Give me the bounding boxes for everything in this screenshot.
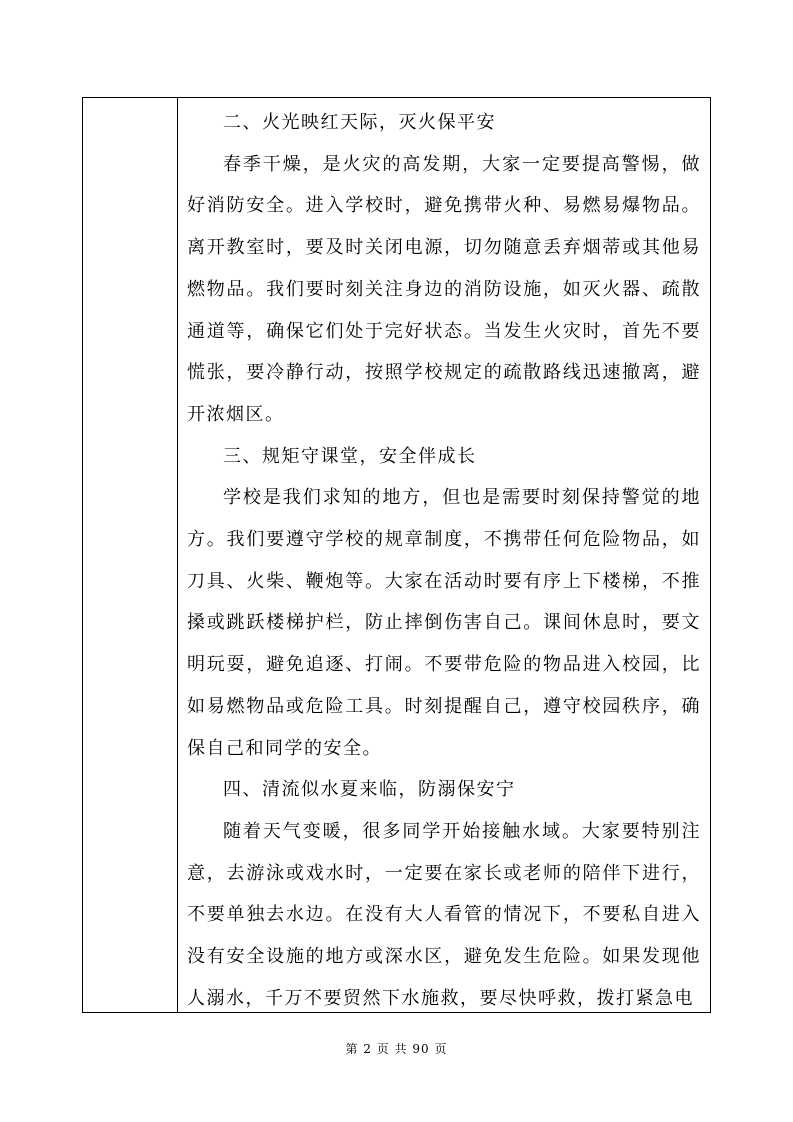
section-heading-classroom: 三、规矩守课堂，安全伴成长 xyxy=(223,445,477,467)
section-paragraph-drowning: 随着天气变暖，很多同学开始接触水域。大家要特别注意，去游泳或戏水时，一定要在家长或老师的陪伴下进行，不要单独去水边。在没有大人看管的情况下，不要私自进入没有安全设施的地方或深水区，避免发生危险。如果发现他人溺水，千万不要贸然下水施救，要尽快呼救，拨打紧急电 xyxy=(187,820,701,1009)
left-empty-cell xyxy=(83,98,178,1012)
section-heading-drowning: 四、清流似水夏来临，防溺保安宁 xyxy=(223,779,516,801)
page-footer: 第 2 页 共 90 页 xyxy=(345,1042,448,1056)
section-paragraph-classroom: 学校是我们求知的地方，但也是需要时刻保持警觉的地方。我们要遵守学校的规章制度，不携带任何危险物品，如刀具、火柴、鞭炮等。大家在活动时要有序上下楼梯，不推搡或跳跃楼梯护栏，防止摔倒伤害自己。课间休息时，要文明玩耍，避免追逐、打闹。不要带危险的物品进入校园，比如易燃物品或危险工具。时刻提醒自己，遵守校园秩序，确保自己和同学的安全。 xyxy=(187,487,701,759)
document-table xyxy=(82,97,711,1013)
section-paragraph-fire: 春季干燥，是火灾的高发期，大家一定要提高警惕，做好消防安全。进入学校时，避免携带火种、易燃易爆物品。离开教室时，要及时关闭电源，切勿随意丢弃烟蒂或其他易燃物品。我们要时刻关注身边的消防设施，如灭火器、疏散通道等，确保它们处于完好状态。当发生火灾时，首先不要慌张，要冷静行动，按照学校规定的疏散路线迅速撤离，避开浓烟区。 xyxy=(187,153,701,425)
content-cell xyxy=(178,98,710,1012)
section-heading-fire: 二、火光映红天际，灭火保平安 xyxy=(223,112,496,133)
